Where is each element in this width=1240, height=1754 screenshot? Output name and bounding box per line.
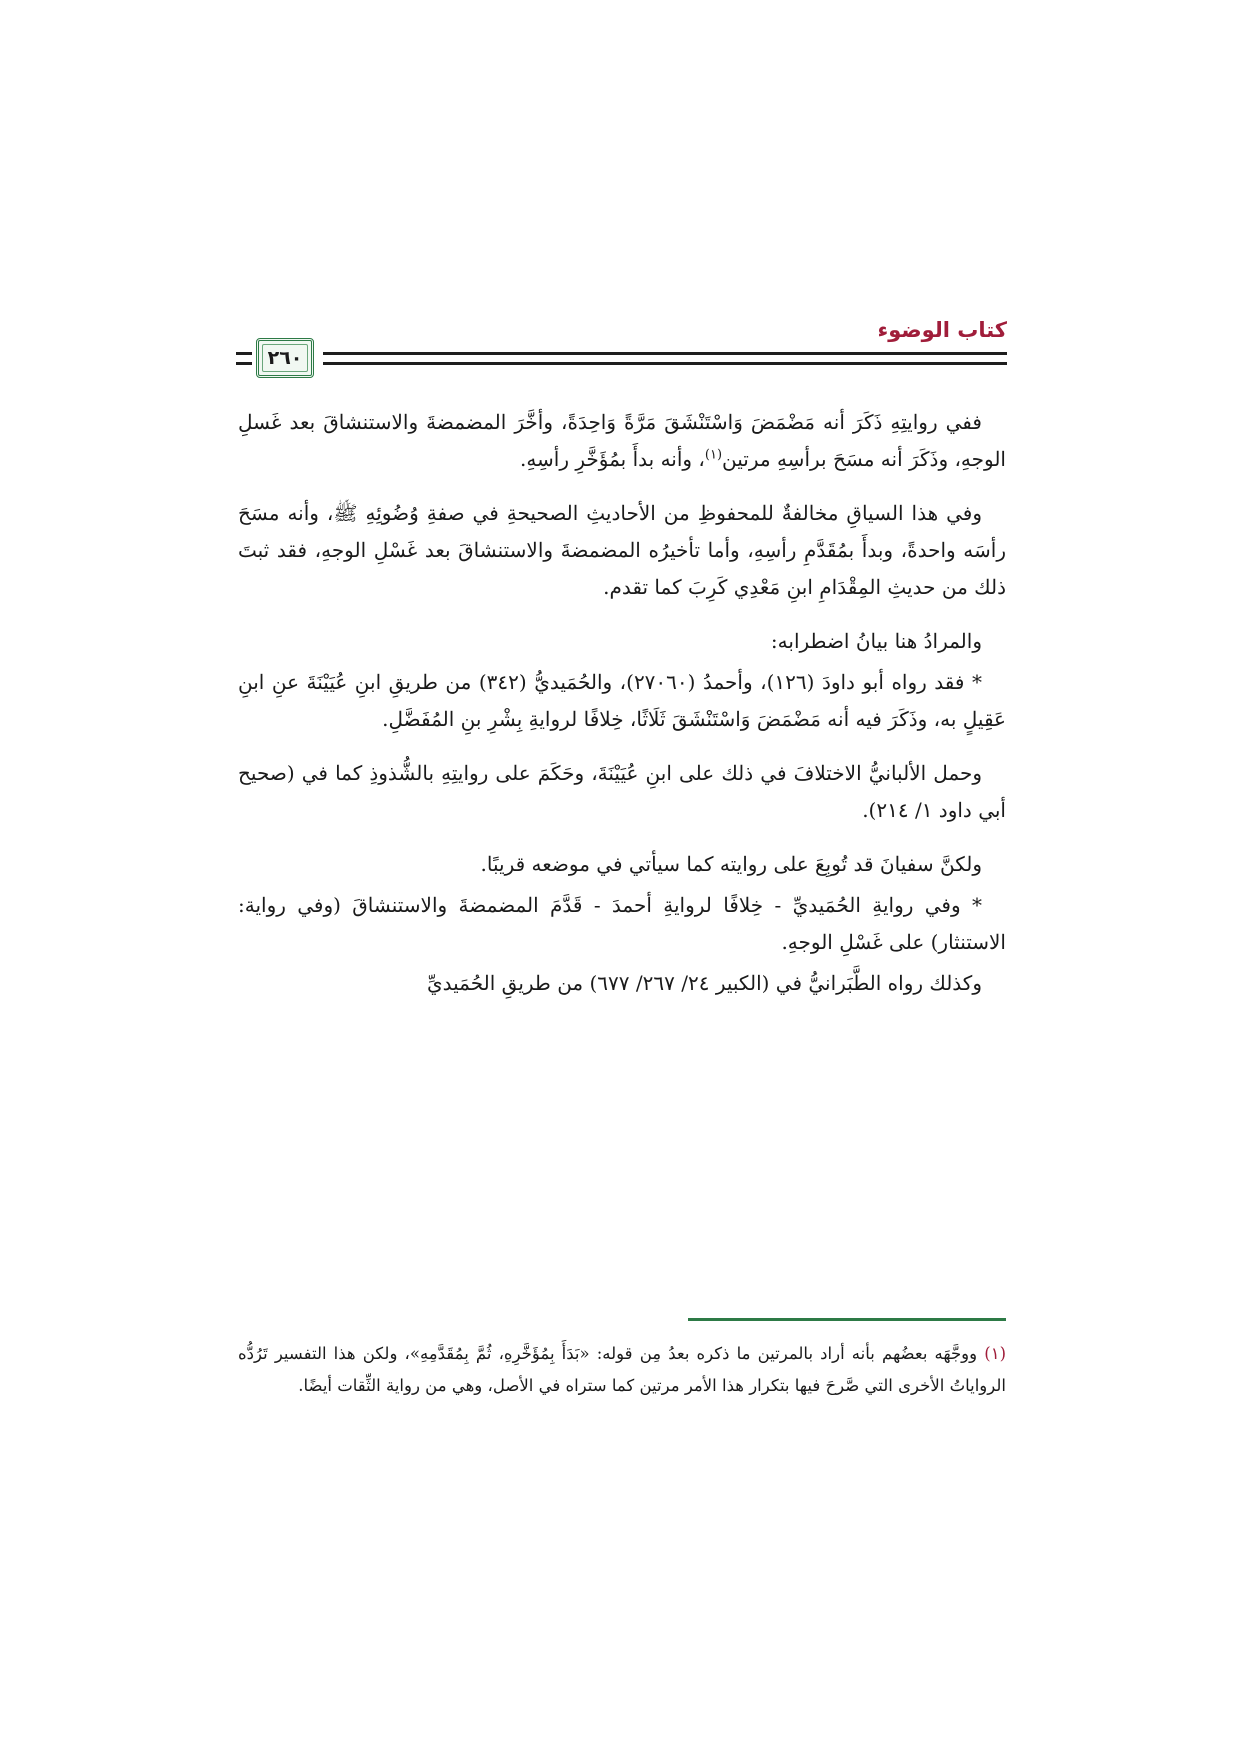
footnote-number: (١)	[984, 1344, 1007, 1363]
footnote-text: ووجَّهَه بعضُهم بأنه أراد بالمرتين ما ذكره بعدُ مِن قوله: «بَدَأَ بِمُؤَخَّرِهِ، ثُمَّ بِمُقَدَّمِهِ»، ولكن هذا التفسير تَرُدُّه الرواياتُ الأخرى التي صَّرحَ فيها بتكرار هذا الأمر مرتين كما ستراه في الأصل، وهي من رواية الثِّقات أيضًا.	[238, 1344, 1006, 1395]
paragraph: ولكنَّ سفيانَ قد تُوبِعَ على روايته كما سيأتي في موضعه قريبًا.	[480, 852, 982, 876]
header-rule-top	[323, 352, 1007, 355]
paragraph: وحمل الألبانيُّ الاختلافَ في ذلك على ابنِ عُيَيْنَةَ، وحَكَمَ على روايتِهِ بالشُّذوذِ كما في (صحيح أبي داود ١/ ٢١٤).	[238, 761, 1006, 822]
paragraph: وكذلك رواه الطَّبَرانيُّ في (الكبير ٢٤/ ٢٦٧/ ٦٧٧) من طريقِ الحُمَيديِّ	[426, 971, 982, 995]
footnote-reference[interactable]: (١)	[704, 447, 723, 463]
footnotes	[238, 1338, 1006, 1402]
paragraph: والمرادُ هنا بيانُ اضطرابه:	[770, 629, 982, 653]
paragraph	[238, 404, 1006, 478]
paragraph: * وفي روايةِ الحُمَيديِّ - خِلافًا لروايةِ أحمدَ - قَدَّمَ المضمضةَ والاستنشاقَ (وفي رواية: الاستنثار) على غَسْلِ الوجهِ.	[238, 893, 1006, 954]
main-text	[238, 404, 1006, 1019]
paragraph: * فقد رواه أبو داودَ (١٢٦)، وأحمدُ (٢٧٠٦٠)، والحُمَيديُّ (٣٤٢) من طريقِ ابنِ عُيَيْنَةَ عنِ ابنِ عَقِيلٍ به، وذَكَرَ فيه أنه مَضْمَضَ وَاسْتَنْشَقَ ثَلَاثًا، خِلافًا لروايةِ بِشْرِ بنِ المُفَضَّلِ.	[238, 670, 1006, 731]
page-number: ٢٦٠	[267, 347, 303, 369]
header-rule-left-bottom	[236, 362, 252, 365]
footnote-separator	[688, 1318, 1006, 1321]
paragraph-text: ففي روايتِهِ ذَكَرَ أنه مَضْمَضَ وَاسْتَنْشَقَ مَرَّةً وَاحِدَةً، وأخَّرَ المضمضةَ والاستنشاقَ بعد غَسلِ الوجهِ، وذَكَرَ أنه مسَحَ برأسِهِ مرتين	[238, 410, 1006, 471]
page-number-frame	[256, 338, 314, 378]
header-rule-bottom	[323, 362, 1007, 365]
header-rule-left-top	[236, 352, 252, 355]
footnote	[238, 1338, 1006, 1402]
page-header	[236, 318, 1007, 386]
paragraph-text: ، وأنه بدأَ بمُؤَخَّرِ رأسِهِ.	[519, 447, 705, 471]
paragraph: وفي هذا السياقِ مخالفةٌ للمحفوظِ من الأحاديثِ الصحيحةِ في صفةِ وُضُوئِهِ ﷺ، وأنه مسَحَ رأسَه واحدةً، وبدأَ بمُقَدَّمِ رأسِهِ، وأما تأخيرُه المضمضةَ والاستنشاقَ بعد غَسْلِ الوجهِ، فقد ثبتَ ذلك من حديثِ المِقْدَامِ ابنِ مَعْدِي كَرِبَ كما تقدم.	[238, 501, 1006, 599]
book-title: كتاب الوضوء	[877, 318, 1007, 342]
